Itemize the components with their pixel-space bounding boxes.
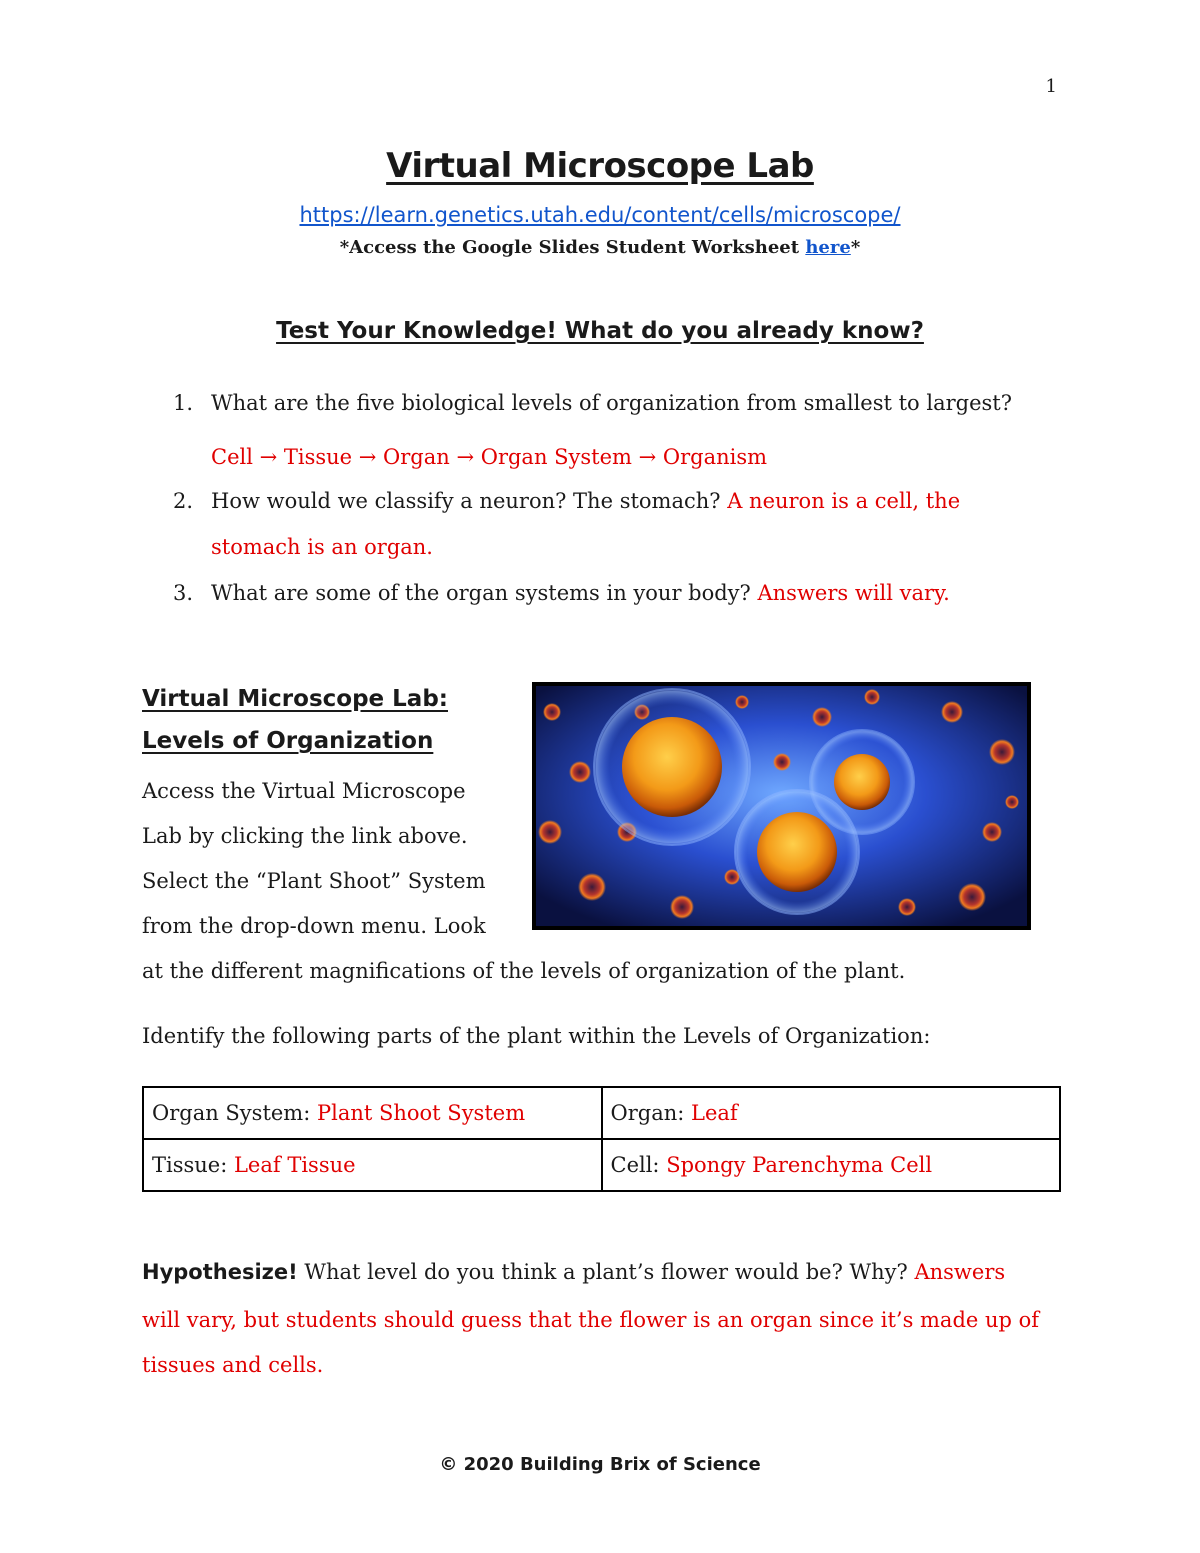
lab-para-line-1: Access the Virtual Microscope: [142, 779, 466, 803]
answer-text: Answers will vary.: [757, 581, 950, 605]
cell-label: Cell:: [610, 1153, 667, 1177]
table-cell: [143, 1139, 602, 1191]
levels-table: [142, 1086, 1061, 1192]
hypothesize-label: Hypothesize!: [142, 1260, 298, 1284]
hypothesize-answer-3: tissues and cells.: [142, 1353, 324, 1377]
question-text: What are some of the organ systems in your body?: [211, 581, 758, 605]
question-number: 1.: [173, 391, 194, 415]
access-suffix: *: [850, 237, 861, 258]
lab-para-line-4: from the drop-down menu. Look: [142, 914, 486, 938]
cell-label: Organ System:: [152, 1101, 317, 1125]
lab-para-last: at the different magnifications of the levels of organization of the plant.: [142, 959, 906, 983]
page-title: Virtual Microscope Lab: [386, 146, 814, 186]
identify-instruction: Identify the following parts of the plant within the Levels of Organization:: [142, 1024, 931, 1048]
cell-answer: Leaf: [691, 1101, 738, 1125]
lab-paragraph: [142, 769, 522, 949]
table-cell: [602, 1087, 1061, 1139]
hypothesize-answer-2: will vary, but students should guess that the flower is an organ since it’s made up of: [142, 1308, 1040, 1332]
question-2: [173, 478, 1011, 570]
table-cell: [143, 1087, 602, 1139]
lab-section-title: [142, 678, 448, 762]
table-cell: [602, 1139, 1061, 1191]
answer-text: Cell → Tissue → Organ → Organ System → Organism: [211, 445, 768, 469]
question-number: 2.: [173, 489, 194, 513]
lab-url-link[interactable]: https://learn.genetics.utah.edu/content/cells/microscope/: [299, 203, 901, 227]
cell-label: Tissue:: [152, 1153, 234, 1177]
lab-title-line-1: Virtual Microscope Lab:: [142, 686, 448, 712]
cell-answer: Plant Shoot System: [316, 1101, 526, 1125]
question-text: How would we classify a neuron? The stomach?: [211, 489, 728, 513]
cell-image: [532, 682, 1031, 930]
lab-para-line-2: Lab by clicking the link above.: [142, 824, 468, 848]
table-row: [143, 1087, 1060, 1139]
cell-label: Organ:: [610, 1101, 691, 1125]
question-3: [173, 570, 1091, 616]
cell-answer: Leaf Tissue: [233, 1153, 356, 1177]
hypothesize-block: [142, 1250, 1082, 1388]
page-number: 1: [1045, 76, 1057, 97]
access-note: [0, 237, 1200, 258]
question-1: [173, 380, 1091, 480]
footer-copyright: © 2020 Building Brix of Science: [439, 1454, 761, 1475]
cell-answer: Spongy Parenchyma Cell: [666, 1153, 933, 1177]
worksheet-link[interactable]: here: [805, 237, 851, 258]
question-number: 3.: [173, 581, 194, 605]
hypothesize-question: What level do you think a plant’s flower would be? Why?: [297, 1260, 915, 1284]
lab-para-line-3: Select the “Plant Shoot” System: [142, 869, 486, 893]
question-text: What are the five biological levels of organization from smallest to largest?: [211, 391, 1012, 415]
table-row: [143, 1139, 1060, 1191]
hypothesize-answer-1: Answers: [914, 1260, 1006, 1284]
access-prefix: *Access the Google Slides Student Worksheet: [339, 237, 806, 258]
lab-title-line-2: Levels of Organization: [142, 728, 434, 754]
cell-illustration: [532, 682, 1031, 930]
knowledge-heading: Test Your Knowledge! What do you already know?: [276, 318, 924, 344]
answer-text: A neuron is a cell, the stomach is an organ.: [211, 489, 961, 559]
